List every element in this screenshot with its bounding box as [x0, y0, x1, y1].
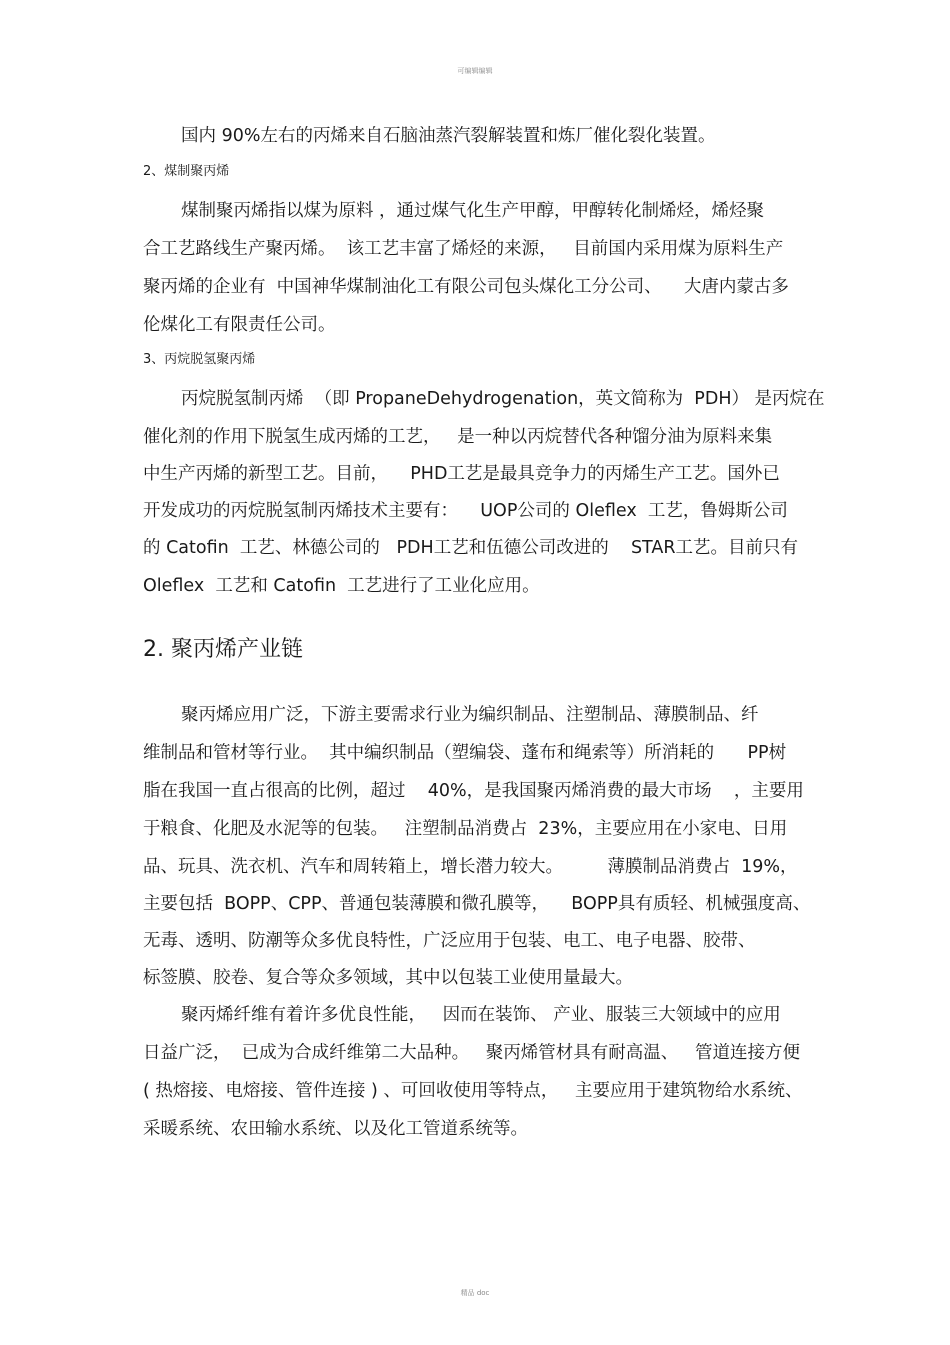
page-header: 可编辑编辑 [457, 67, 493, 75]
paragraph-line: 国内 90%左右的丙烯来自石脑油蒸汽裂解装置和炼厂催化裂化装置。 [181, 126, 716, 146]
paragraph-line: 催化剂的作用下脱氢生成丙烯的工艺， 是一种以丙烷替代各种馏分油为原料来集 [143, 427, 773, 447]
paragraph-line: 维制品和管材等行业。 其中编织制品（塑编袋、蓬布和绳索等）所消耗的 PP树 [143, 743, 787, 763]
paragraph-line: 丙烷脱氢制丙烯 （即 PropaneDehydrogenation，英文简称为 PDH） 是丙烷在 [181, 389, 825, 409]
paragraph-line: 采暖系统、农田输水系统、以及化工管道系统等。 [143, 1119, 528, 1139]
subheading-pdh-pp: 3、丙烷脱氢聚丙烯 [143, 352, 256, 367]
paragraph-line: 开发成功的丙烷脱氢制丙烯技术主要有： UOP公司的 Oleflex 工艺，鲁姆斯公司 [143, 501, 788, 521]
paragraph-line: 于粮食、化肥及水泥等的包装。 注塑制品消费占 23%，主要应用在小家电、日用 [143, 819, 788, 839]
subheading-coal-pp: 2、煤制聚丙烯 [143, 164, 230, 179]
paragraph-line: 合工艺路线生产聚丙烯。 该工艺丰富了烯烃的来源， 目前国内采用煤为原料生产 [143, 239, 784, 259]
paragraph-line: 聚丙烯的企业有 中国神华煤制油化工有限公司包头煤化工分公司、 大唐内蒙古多 [143, 277, 789, 297]
page-footer: 精品 doc [460, 1289, 490, 1297]
section-heading: 2. 聚丙烯产业链 [143, 637, 303, 662]
paragraph-line: 主要包括 BOPP、CPP、普通包装薄膜和微孔膜等， BOPP具有质轻、机械强度高、 [143, 894, 811, 914]
paragraph-line: Oleflex 工艺和 Catofin 工艺进行了工业化应用。 [143, 576, 540, 596]
paragraph-line: 标签膜、胶卷、复合等众多领域，其中以包装工业使用量最大。 [143, 968, 633, 988]
paragraph-line: 聚丙烯纤维有着许多优良性能， 因而在装饰、 产业、服装三大领域中的应用 [181, 1005, 781, 1025]
paragraph-line: 品、玩具、洗衣机、汽车和周转箱上，增长潜力较大。 薄膜制品消费占 19%， [143, 857, 798, 877]
paragraph-line: 聚丙烯应用广泛，下游主要需求行业为编织制品、注塑制品、薄膜制品、纤 [181, 705, 759, 725]
paragraph-line: 伦煤化工有限责任公司。 [143, 315, 336, 335]
paragraph-line: 煤制聚丙烯指以煤为原料 ，通过煤气化生产甲醇，甲醇转化制烯烃，烯烃聚 [181, 201, 765, 221]
paragraph-line: 日益广泛， 已成为合成纤维第二大品种。 聚丙烯管材具有耐高温、 管道连接方便 [143, 1043, 800, 1063]
paragraph-line: 无毒、透明、防潮等众多优良特性，广泛应用于包装、电工、电子电器、胶带、 [143, 931, 756, 951]
paragraph-line: 的 Catofin 工艺、林德公司的 PDH工艺和伍德公司改进的 STAR工艺。目前只有 [143, 538, 799, 558]
paragraph-line: 脂在我国一直占很高的比例，超过 40%，是我国聚丙烯消费的最大市场 ，主要用 [143, 781, 804, 801]
paragraph-line: ( 热熔接、电熔接、管件连接 ) 、可回收使用等特点， 主要应用于建筑物给水系统、 [143, 1081, 803, 1101]
paragraph-line: 中生产丙烯的新型工艺。目前， PHD工艺是最具竞争力的丙烯生产工艺。国外已 [143, 464, 780, 484]
